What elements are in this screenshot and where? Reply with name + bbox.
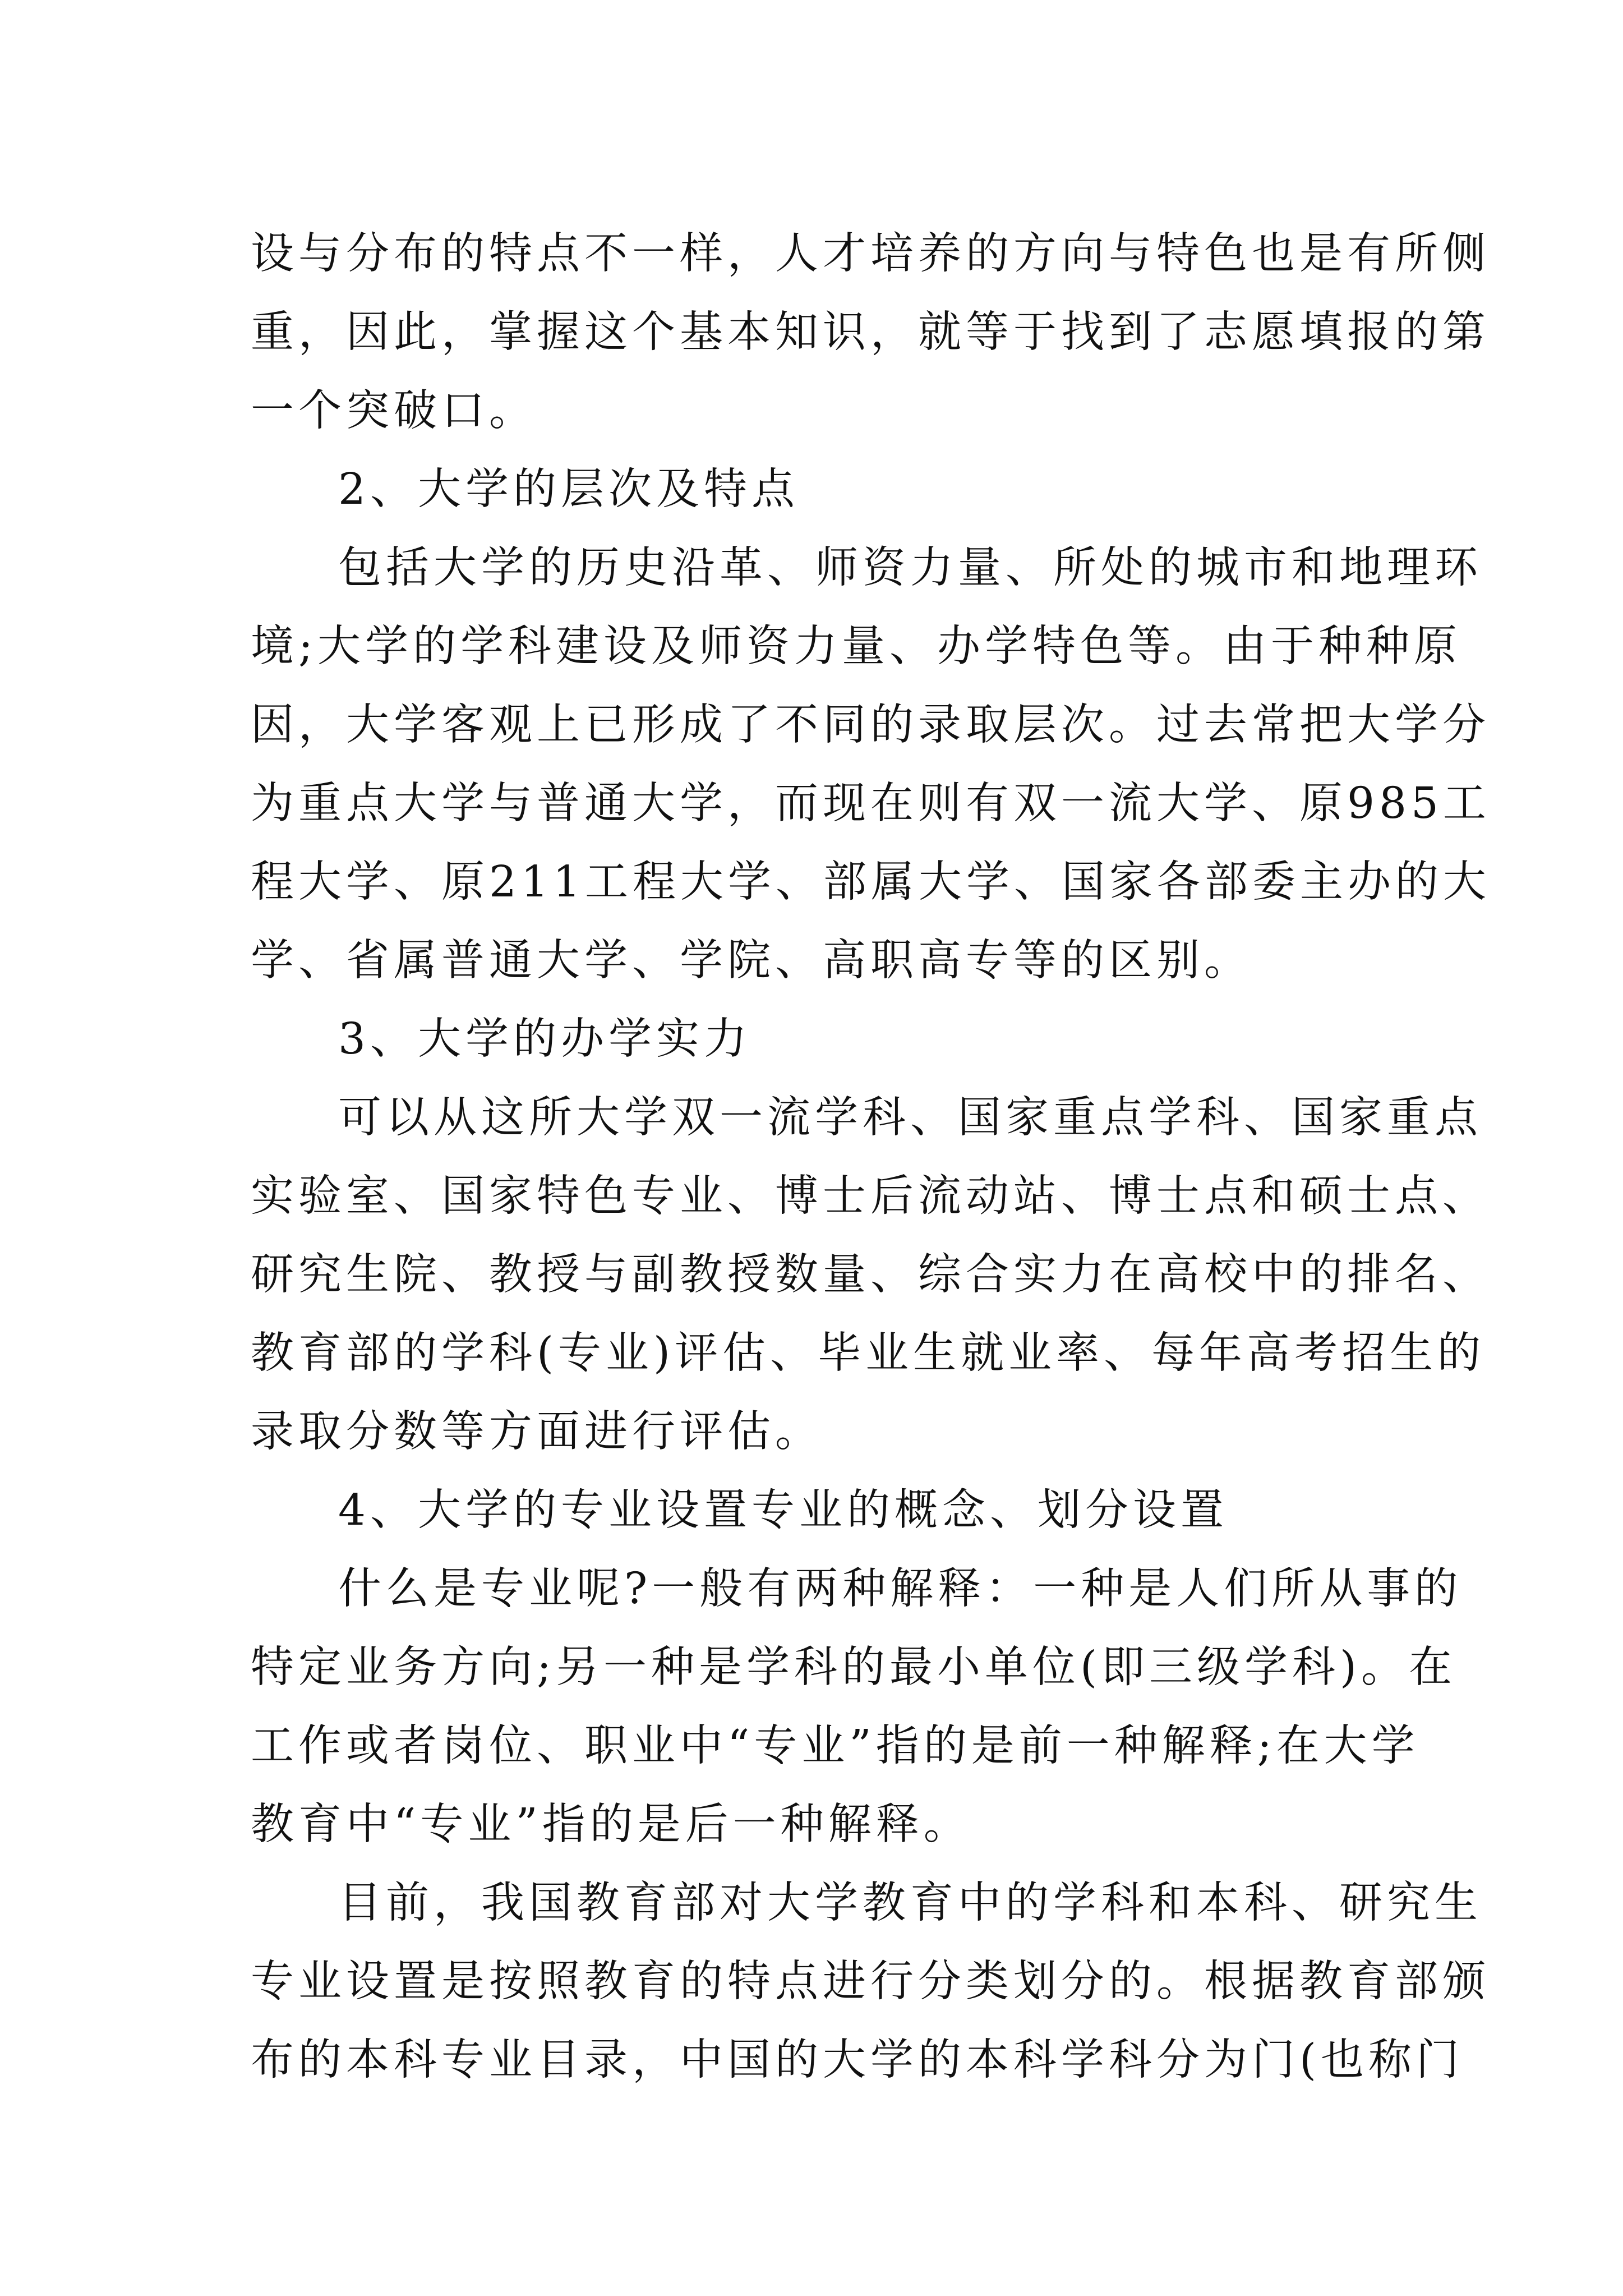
text-line: 学、省属普通大学、学院、高职高专等的区别。 [251, 936, 1252, 986]
text-line: 一个突破口。 [251, 386, 537, 436]
text-line: 重，因此，掌握这个基本知识，就等于找到了志愿填报的第 [251, 307, 1490, 357]
text-line: 特定业务方向;另一种是学科的最小单位(即三级学科)。在 [251, 1642, 1457, 1692]
text-line: 布的本科专业目录，中国的大学的本科学科分为门(也称门 [251, 2035, 1464, 2085]
text-line: 设与分布的特点不一样，人才培养的方向与特色也是有所侧 [251, 229, 1490, 279]
text-line: 实验室、国家特色专业、博士后流动站、博士点和硕士点、 [251, 1171, 1490, 1221]
section-heading-2: 2、大学的层次及特点 [338, 464, 799, 514]
text-line: 研究生院、教授与副教授数量、综合实力在高校中的排名、 [251, 1250, 1490, 1300]
text-line: 境;大学的学科建设及师资力量、办学特色等。由于种种原 [251, 622, 1461, 671]
text-line: 教育中“专业”指的是后一种解释。 [251, 1800, 971, 1849]
section-heading-3: 3、大学的办学实力 [338, 1014, 751, 1064]
section-heading-4: 4、大学的专业设置专业的概念、划分设置 [338, 1485, 1228, 1535]
text-line: 程大学、原211工程大学、部属大学、国家各部委主办的大 [251, 857, 1491, 907]
text-line: 工作或者岗位、职业中“专业”指的是前一种解释;在大学 [251, 1721, 1419, 1771]
text-line: 目前，我国教育部对大学教育中的学科和本科、研究生 [338, 1878, 1482, 1928]
text-line: 专业设置是按照教育的特点进行分类划分的。根据教育部颁 [251, 1957, 1490, 2007]
text-line: 包括大学的历史沿革、师资力量、所处的城市和地理环 [338, 543, 1482, 593]
text-line: 教育部的学科(专业)评估、毕业生就业率、每年高考招生的 [251, 1328, 1486, 1378]
text-line: 因，大学客观上已形成了不同的录取层次。过去常把大学分 [251, 700, 1490, 750]
text-line: 为重点大学与普通大学，而现在则有双一流大学、原985工 [251, 779, 1491, 829]
text-line: 什么是专业呢?一般有两种解释：一种是人们所从事的 [338, 1564, 1463, 1614]
document-body [251, 215, 1491, 2100]
text-line: 录取分数等方面进行评估。 [251, 1407, 823, 1457]
text-line: 可以从这所大学双一流学科、国家重点学科、国家重点 [338, 1093, 1482, 1143]
